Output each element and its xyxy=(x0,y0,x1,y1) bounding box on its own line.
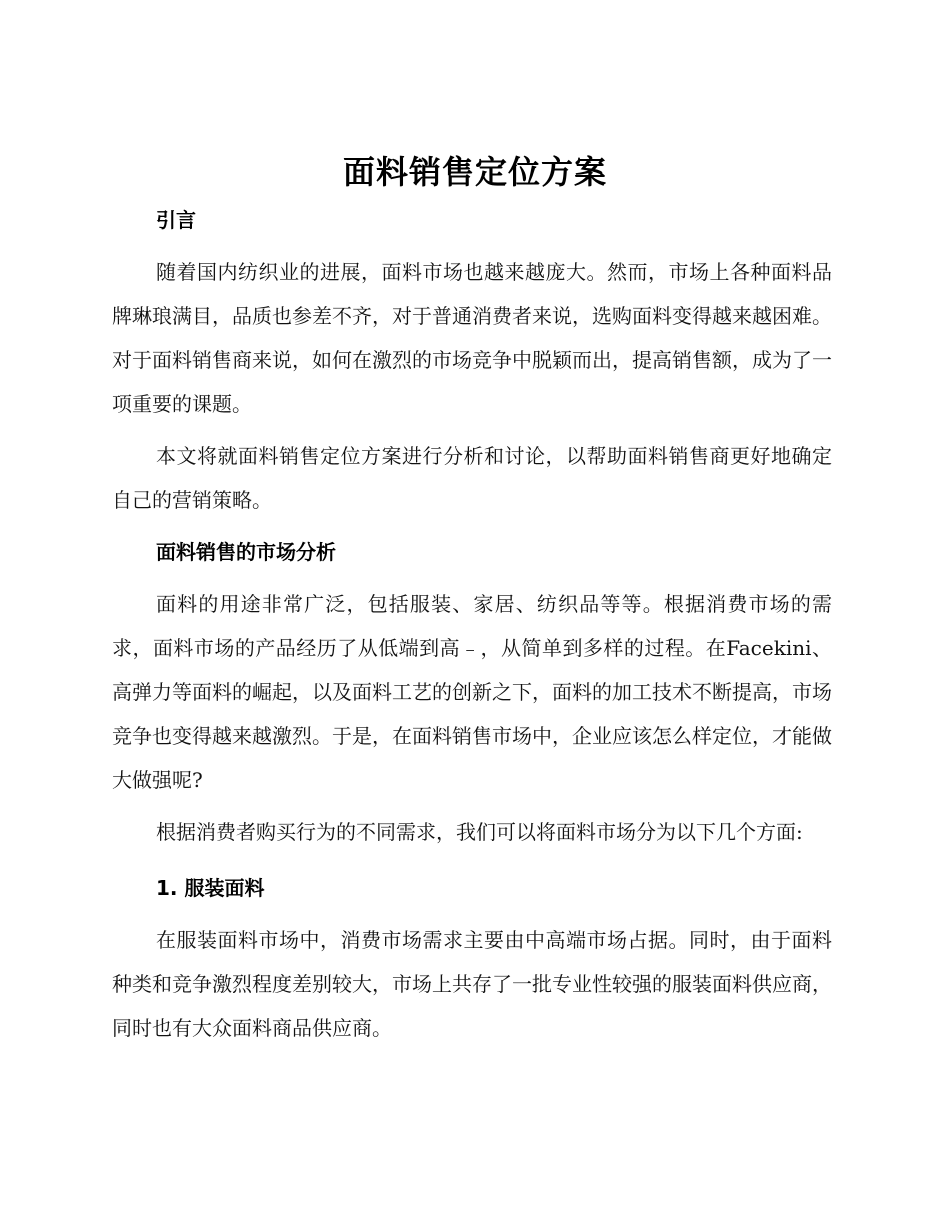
section-heading-market-analysis: 面料销售的市场分析 xyxy=(156,540,336,564)
document-body xyxy=(112,198,832,1050)
spacer xyxy=(112,426,832,434)
spacer xyxy=(112,910,832,918)
spacer xyxy=(112,242,832,250)
document-title: 面料销售定位方案 xyxy=(342,153,607,191)
spacer xyxy=(112,802,832,810)
paragraph-market-2: 根据消费者购买行为的不同需求，我们可以将面料市场分为以下几个方面: xyxy=(156,820,803,844)
paragraph-clothing-1: 在服装面料市场中，消费市场需求主要由中高端市场占据。同时，由于面料种类和竞争激烈程度差别较大，市场上共存了一批专业性较强的服装面料供应商，同时也有大众面料商品供应商。 xyxy=(112,928,832,1040)
spacer xyxy=(112,522,832,530)
paragraph-intro-2: 本文将就面料销售定位方案进行分析和讨论，以帮助面料销售商更好地确定自己的营销策略。 xyxy=(112,444,832,512)
paragraph-market-1: 面料的用途非常广泛，包括服装、家居、纺织品等等。根据消费市场的需求，面料市场的产品经历了从低端到高﹣，从简单到多样的过程。在Facekini、高弹力等面料的崛起，以及面料工艺的创新之下，面料的加工技术不断提高，市场竞争也变得越来越激烈。于是，在面料销售市场中，企业应该怎么样定位，才能做大做强呢? xyxy=(112,592,832,792)
section-heading-clothing-fabric: 1. 服装面料 xyxy=(156,876,265,900)
spacer xyxy=(112,854,832,866)
paragraph-intro-1: 随着国内纺织业的进展，面料市场也越来越庞大。然而，市场上各种面料品牌琳琅满目，品质也参差不齐，对于普通消费者来说，选购面料变得越来越困难。对于面料销售商来说，如何在激烈的市场竞争中脱颖而出，提高销售额，成为了一项重要的课题。 xyxy=(112,260,832,416)
section-heading-intro: 引言 xyxy=(156,208,196,232)
spacer xyxy=(112,574,832,582)
